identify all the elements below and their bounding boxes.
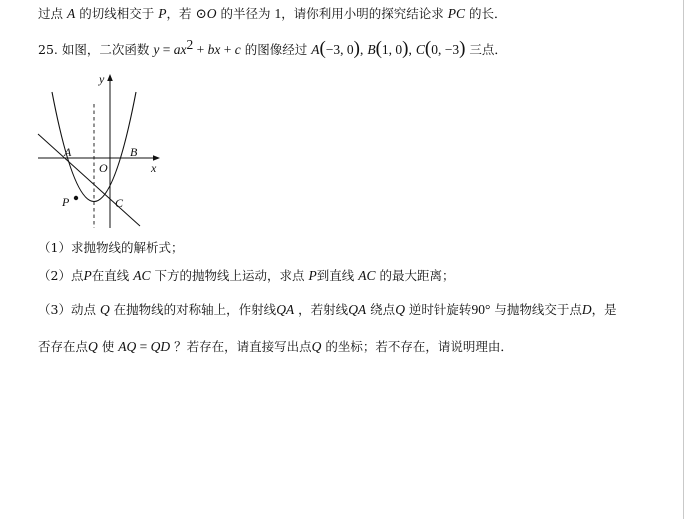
math-exponent: 2 [186,36,194,52]
math: AQ [118,339,137,354]
text: 否存在点 [38,339,89,354]
text: ，是 [591,302,617,317]
math: P [308,268,317,283]
text: 绕点 [370,302,396,317]
paren: ( [424,38,432,59]
math: A [67,6,76,21]
question-3-line-1 [38,302,617,318]
paren: ( [319,38,326,59]
text: （1）求抛物线的解析式； [38,240,184,255]
problem-25-statement [38,36,507,59]
text: 的坐标；若不存在，请说明理由． [325,339,513,354]
text: 在抛物线的对称轴上，作射线 [113,302,277,317]
point-P-dot [74,196,78,200]
math: P [83,268,92,283]
label-x: x [151,161,157,175]
text: 过点 [38,6,64,21]
math: 90° [471,302,491,317]
circle-symbol: ⊙ [195,6,207,21]
text: 与抛物线交于点 [494,302,582,317]
math: = [159,42,174,57]
label-P: P [62,195,70,209]
math: + [220,42,235,57]
question-3-line-2 [38,339,513,355]
line-AC [38,134,140,226]
y-axis-arrow [107,74,113,81]
text: 在直线 [91,268,130,283]
question-2 [38,268,454,284]
coord: 1, 0 [381,42,403,57]
math: Q [395,302,405,317]
paren: ) [402,38,409,59]
text: （2）点 [38,268,84,283]
point-B: B [367,42,376,57]
math: c [234,42,241,57]
math: + [193,42,208,57]
math: y [153,42,160,57]
text: ，请你利用小明的探究结论求 [281,6,444,21]
label-y: y [99,72,105,86]
text: 下方的抛物线上运动，求点 [154,268,305,283]
question-1 [38,240,183,256]
comma: , [408,42,412,57]
text: 的长． [469,6,507,21]
math: = [136,339,151,354]
math: QA [348,302,367,317]
label-A: A [64,145,72,159]
coord: −3, 0 [325,42,354,57]
text: 的最大距离； [379,268,455,283]
math: O [206,6,217,21]
text: 使 [101,339,115,354]
math: Q [88,339,98,354]
point-A: A [311,42,320,57]
math: Q [99,302,110,317]
x-axis-arrow [153,155,160,161]
coord: 0, −3 [431,42,460,57]
text: 的切线相交于 [79,6,155,21]
math: bx [207,42,221,57]
math: AC [133,268,151,283]
math: ax [173,42,187,57]
text-line-0 [38,6,507,22]
text: 三点． [469,42,507,57]
text: ？若存在，请直接写出点 [174,339,312,354]
math: P [158,6,167,21]
paren: ) [353,38,360,59]
label-B: B [130,145,138,159]
paren: ) [459,38,466,59]
math: AC [358,268,376,283]
math: Q [311,339,322,354]
text: 的半径为 [220,6,271,21]
text: 25. 如图，二次函数 [38,42,150,57]
parabola-figure [36,68,166,233]
label-C: C [115,196,124,210]
text: ，若射线 [298,302,349,317]
math: 1 [274,6,282,21]
text: （3）动点 [38,302,96,317]
math: D [581,302,592,317]
math: PC [447,6,466,21]
text: ，若 [166,6,192,21]
paren: ( [375,38,382,59]
math: QD [150,339,171,354]
text: 逆时针旋转 [408,302,472,317]
label-O: O [99,161,108,175]
text: 的图像经过 [244,42,308,57]
page-right-border [683,0,684,519]
text: 到直线 [316,268,355,283]
math: QA [276,302,295,317]
comma: , [359,42,364,57]
point-C: C [415,42,425,57]
